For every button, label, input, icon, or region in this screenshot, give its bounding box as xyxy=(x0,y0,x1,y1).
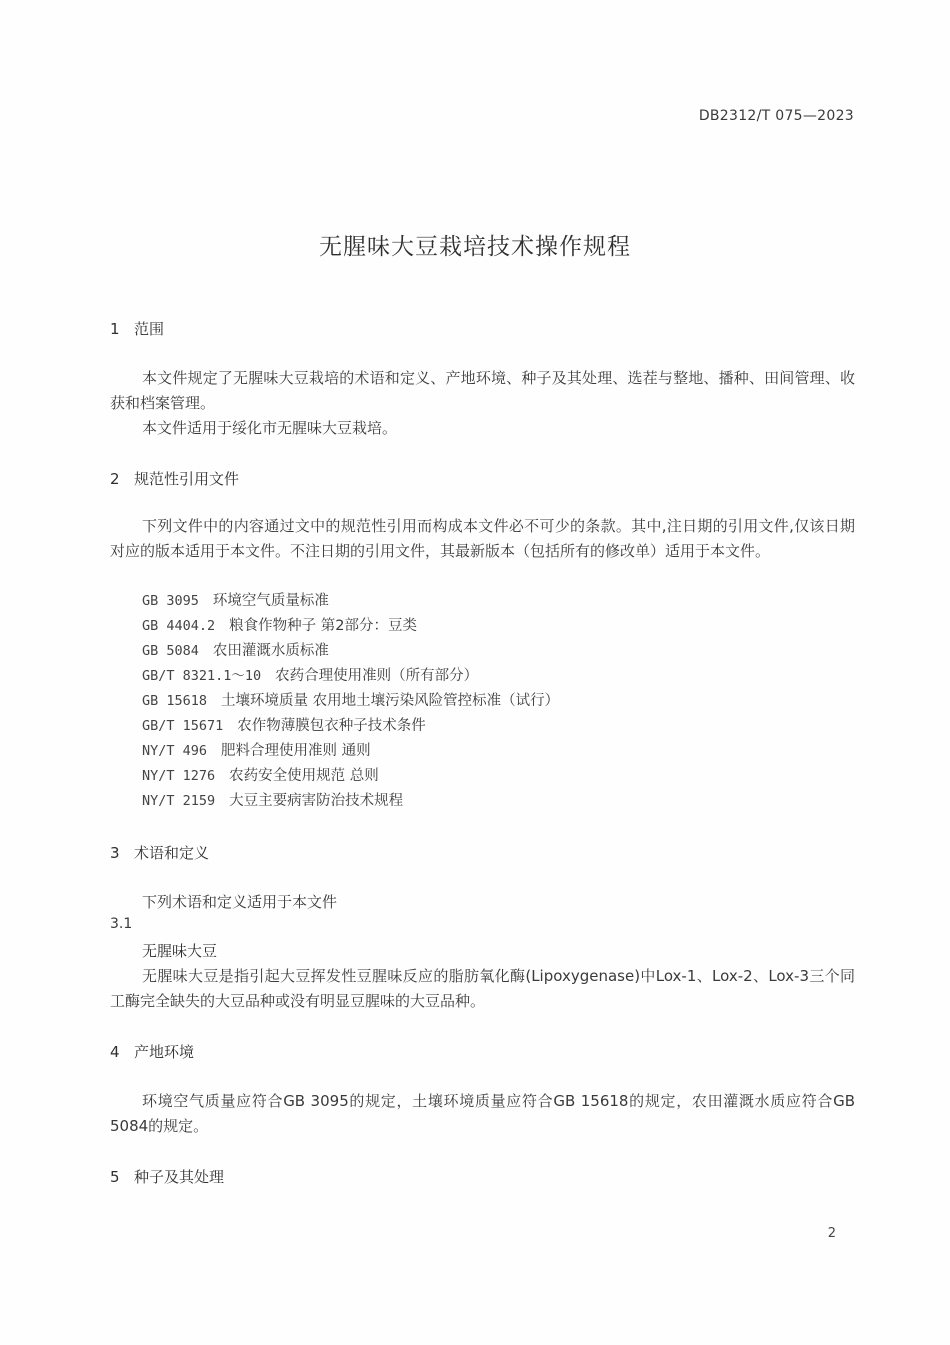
reference-code: GB 5084 xyxy=(142,643,199,659)
list-item xyxy=(142,764,559,789)
environment-paragraph: 环境空气质量应符合GB 3095的规定，土壤环境质量应符合GB 15618的规定，农田灌溉水质应符合GB 5084的规定。 xyxy=(110,1092,855,1135)
section-title: 术语和定义 xyxy=(134,844,210,862)
section-number: 2 xyxy=(110,470,120,488)
reference-title: 土壤环境质量 农用地土壤污染风险管控标准（试行） xyxy=(221,693,560,709)
reference-code: GB 3095 xyxy=(142,593,199,609)
reference-code: GB 15618 xyxy=(142,693,208,709)
section-number: 4 xyxy=(110,1043,120,1061)
section-title: 范围 xyxy=(134,320,165,338)
list-item xyxy=(142,689,559,714)
scope-paragraph-1: 本文件规定了无腥味大豆栽培的术语和定义、产地环境、种子及其处理、选茬与整地、播种、田间管理、收获和档案管理。 xyxy=(110,369,855,412)
normative-refs-intro: 下列文件中的内容通过文中的规范性引用而构成本文件必不可少的条款。其中,注日期的引用文件,仅该日期对应的版本适用于本文件。不注日期的引用文件，其最新版本（包括所有的修改单）适用于本文件。 xyxy=(110,517,855,560)
list-item xyxy=(142,614,559,639)
section-heading-scope xyxy=(110,318,164,339)
page-number: 2 xyxy=(827,1226,836,1241)
terms-intro: 下列术语和定义适用于本文件 xyxy=(142,893,338,911)
term-number: 3.1 xyxy=(110,916,133,932)
term-definition: 无腥味大豆是指引起大豆挥发性豆腥味反应的脂肪氧化酶(Lipoxygenase)中Lox-1、Lox-2、Lox-3三个同工酶完全缺失的大豆品种或没有明显豆腥味的大豆品种。 xyxy=(110,967,855,1010)
reference-code: NY/T 496 xyxy=(142,743,208,759)
section-heading-terms xyxy=(110,842,209,863)
reference-title: 农药合理使用准则（所有部分） xyxy=(275,668,479,684)
section-number: 1 xyxy=(110,320,120,338)
document-title: 无腥味大豆栽培技术操作规程 xyxy=(319,234,631,260)
document-code: DB2312/T 075—2023 xyxy=(698,108,854,124)
reference-code: GB/T 15671 xyxy=(142,718,224,734)
section-number: 3 xyxy=(110,844,120,862)
reference-code: NY/T 2159 xyxy=(142,793,216,809)
section-title: 种子及其处理 xyxy=(134,1168,225,1186)
list-item xyxy=(142,714,559,739)
section-number: 5 xyxy=(110,1168,120,1186)
reference-code: NY/T 1276 xyxy=(142,768,216,784)
reference-code: GB 4404.2 xyxy=(142,618,216,634)
list-item xyxy=(142,789,559,814)
reference-title: 粮食作物种子 第2部分：豆类 xyxy=(229,618,417,634)
section-heading-normative-refs xyxy=(110,468,239,489)
reference-title: 环境空气质量标准 xyxy=(212,593,329,609)
term-name: 无腥味大豆 xyxy=(142,942,218,960)
list-item xyxy=(142,664,559,689)
list-item xyxy=(142,589,559,614)
section-title: 规范性引用文件 xyxy=(134,470,240,488)
reference-title: 农作物薄膜包衣种子技术条件 xyxy=(237,718,426,734)
list-item xyxy=(142,639,559,664)
section-heading-seeds xyxy=(110,1166,224,1187)
reference-code: GB/T 8321.1～10 xyxy=(142,668,262,684)
reference-list xyxy=(142,589,559,814)
reference-title: 农药安全使用规范 总则 xyxy=(229,768,379,784)
scope-paragraph-2: 本文件适用于绥化市无腥味大豆栽培。 xyxy=(142,419,398,437)
reference-title: 大豆主要病害防治技术规程 xyxy=(229,793,404,809)
reference-title: 农田灌溉水质标准 xyxy=(212,643,329,659)
reference-title: 肥料合理使用准则 通则 xyxy=(221,743,371,759)
list-item xyxy=(142,739,559,764)
section-heading-environment xyxy=(110,1041,194,1062)
section-title: 产地环境 xyxy=(134,1043,195,1061)
